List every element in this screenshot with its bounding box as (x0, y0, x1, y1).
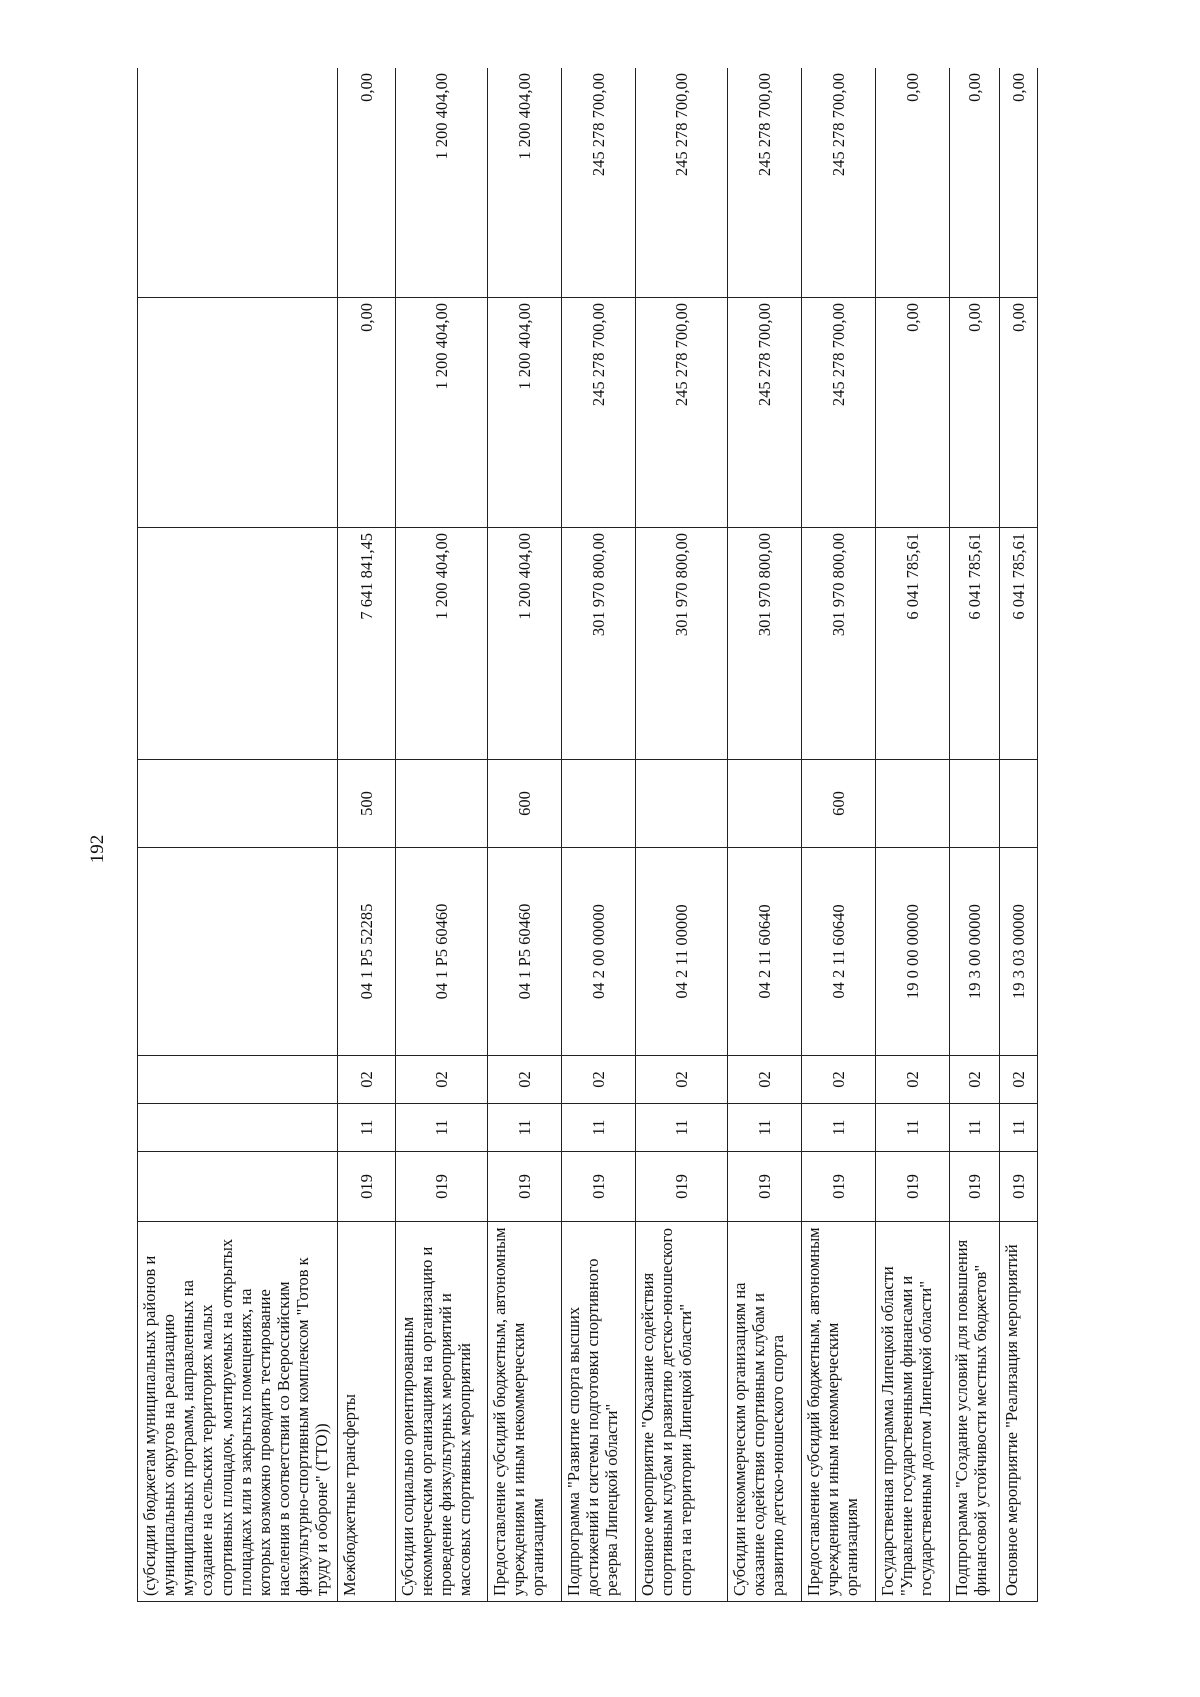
ministry-code: 019 (488, 1152, 562, 1222)
amount-year-2: 245 278 700,00 (562, 298, 636, 528)
subsection-code: 02 (488, 1056, 562, 1104)
section-code: 11 (802, 1104, 876, 1152)
amount-year-3: 245 278 700,00 (802, 68, 876, 298)
target-article-code: 04 1 Р5 52285 (338, 848, 396, 1056)
subsection-code: 02 (1000, 1056, 1038, 1104)
row-name: Подпрограмма "Развитие спорта высших достижений и системы подготовки спортивного резерва Липецкой области" (562, 1222, 636, 1602)
expense-type-code: 600 (802, 760, 876, 848)
table-row (876, 68, 950, 1602)
amount-year-2: 245 278 700,00 (728, 298, 802, 528)
target-article-code: 04 1 Р5 60460 (488, 848, 562, 1056)
expense-type-code (636, 760, 728, 848)
page-number: 192 (87, 834, 108, 864)
ministry-code: 019 (728, 1152, 802, 1222)
amount-year-1: 1 200 404,00 (396, 528, 488, 760)
ministry-code: 019 (562, 1152, 636, 1222)
budget-table (137, 68, 1038, 1602)
row-name: Основное мероприятие "Оказание содействия спортивным клубам и развитию детско-юношеского спорта на территории Липецкой области" (636, 1222, 728, 1602)
amount-year-1: 301 970 800,00 (562, 528, 636, 760)
ministry-code: 019 (802, 1152, 876, 1222)
amount-year-3: 245 278 700,00 (562, 68, 636, 298)
section-code: 11 (1000, 1104, 1038, 1152)
budget-table-container (137, 68, 1097, 1602)
section-code: 11 (396, 1104, 488, 1152)
amount-year-1: 301 970 800,00 (802, 528, 876, 760)
target-article-code: 04 2 00 00000 (562, 848, 636, 1056)
expense-type-code (396, 760, 488, 848)
amount-year-1: 6 041 785,61 (950, 528, 1000, 760)
expense-type-code (950, 760, 1000, 848)
table-row (802, 68, 876, 1602)
subsection-code: 02 (728, 1056, 802, 1104)
ministry-code: 019 (396, 1152, 488, 1222)
row-name: (субсидии бюджетам муниципальных районов и муниципальных округов на реализацию муниципальных программ, направленных на создание на сельских территориях малых спортивных площадок, монтируемых на открытых площадках или в закрытых помещениях, на которых возможно проводить тестирование населения в соответствии со Всероссийским физкультурно-спортивным комплексом "Готов к труду и обороне" (ГТО)) (138, 1222, 338, 1602)
expense-type-code (562, 760, 636, 848)
section-code: 11 (728, 1104, 802, 1152)
row-name: Предоставление субсидий бюджетным, автономным учреждениям и иным некоммерческим организациям (802, 1222, 876, 1602)
row-name: Субсидии некоммерческим организациям на оказание содействия спортивным клубам и развитию детско-юношеского спорта (728, 1222, 802, 1602)
target-article-code: 04 2 11 60640 (802, 848, 876, 1056)
amount-year-3: 0,00 (1000, 68, 1038, 298)
table-row (1000, 68, 1038, 1602)
amount-year-2: 0,00 (950, 298, 1000, 528)
ministry-code: 019 (876, 1152, 950, 1222)
row-name: Основное мероприятие "Реализация мероприятий (1000, 1222, 1038, 1602)
expense-type-code: 600 (488, 760, 562, 848)
subsection-code: 02 (876, 1056, 950, 1104)
ministry-code: 019 (1000, 1152, 1038, 1222)
amount-year-3: 245 278 700,00 (728, 68, 802, 298)
amount-year-3: 1 200 404,00 (488, 68, 562, 298)
expense-type-code (1000, 760, 1038, 848)
subsection-code (138, 1056, 338, 1104)
expense-type-code: 500 (338, 760, 396, 848)
row-name: Государственная программа Липецкой области "Управление государственными финансами и государственным долгом Липецкой области" (876, 1222, 950, 1602)
amount-year-3: 0,00 (338, 68, 396, 298)
section-code: 11 (950, 1104, 1000, 1152)
table-row (950, 68, 1000, 1602)
target-article-code: 19 3 03 00000 (1000, 848, 1038, 1056)
row-name: Межбюджетные трансферты (338, 1222, 396, 1602)
expense-type-code (876, 760, 950, 848)
section-code: 11 (562, 1104, 636, 1152)
amount-year-2: 0,00 (876, 298, 950, 528)
amount-year-1: 7 641 841,45 (338, 528, 396, 760)
target-article-code: 04 2 11 60640 (728, 848, 802, 1056)
ministry-code: 019 (636, 1152, 728, 1222)
amount-year-2: 245 278 700,00 (636, 298, 728, 528)
amount-year-2 (138, 298, 338, 528)
amount-year-3: 0,00 (950, 68, 1000, 298)
row-name: Подпрограмма "Создание условий для повышения финансовой устойчивости местных бюджетов" (950, 1222, 1000, 1602)
amount-year-2: 1 200 404,00 (488, 298, 562, 528)
subsection-code: 02 (396, 1056, 488, 1104)
table-row (636, 68, 728, 1602)
expense-type-code (728, 760, 802, 848)
amount-year-1: 301 970 800,00 (728, 528, 802, 760)
subsection-code: 02 (950, 1056, 1000, 1104)
target-article-code: 19 0 00 00000 (876, 848, 950, 1056)
target-article-code: 04 2 11 00000 (636, 848, 728, 1056)
amount-year-1: 301 970 800,00 (636, 528, 728, 760)
table-row (396, 68, 488, 1602)
amount-year-2: 1 200 404,00 (396, 298, 488, 528)
amount-year-2: 0,00 (338, 298, 396, 528)
ministry-code: 019 (950, 1152, 1000, 1222)
subsection-code: 02 (562, 1056, 636, 1104)
table-row (488, 68, 562, 1602)
section-code (138, 1104, 338, 1152)
expense-type-code (138, 760, 338, 848)
target-article-code: 19 3 00 00000 (950, 848, 1000, 1056)
amount-year-1: 1 200 404,00 (488, 528, 562, 760)
table-row (562, 68, 636, 1602)
table-row (728, 68, 802, 1602)
target-article-code (138, 848, 338, 1056)
subsection-code: 02 (802, 1056, 876, 1104)
subsection-code: 02 (338, 1056, 396, 1104)
table-row (338, 68, 396, 1602)
amount-year-3 (138, 68, 338, 298)
ministry-code (138, 1152, 338, 1222)
section-code: 11 (876, 1104, 950, 1152)
subsection-code: 02 (636, 1056, 728, 1104)
table-row (138, 68, 338, 1602)
amount-year-1 (138, 528, 338, 760)
section-code: 11 (338, 1104, 396, 1152)
amount-year-3: 0,00 (876, 68, 950, 298)
row-name: Предоставление субсидий бюджетным, автономным учреждениям и иным некоммерческим организациям (488, 1222, 562, 1602)
section-code: 11 (636, 1104, 728, 1152)
amount-year-3: 245 278 700,00 (636, 68, 728, 298)
ministry-code: 019 (338, 1152, 396, 1222)
section-code: 11 (488, 1104, 562, 1152)
amount-year-1: 6 041 785,61 (1000, 528, 1038, 760)
amount-year-1: 6 041 785,61 (876, 528, 950, 760)
row-name: Субсидии социально ориентированным некоммерческим организациям на организацию и проведение физкультурных мероприятий и массовых спортивных мероприятий (396, 1222, 488, 1602)
amount-year-2: 0,00 (1000, 298, 1038, 528)
amount-year-2: 245 278 700,00 (802, 298, 876, 528)
amount-year-3: 1 200 404,00 (396, 68, 488, 298)
target-article-code: 04 1 Р5 60460 (396, 848, 488, 1056)
